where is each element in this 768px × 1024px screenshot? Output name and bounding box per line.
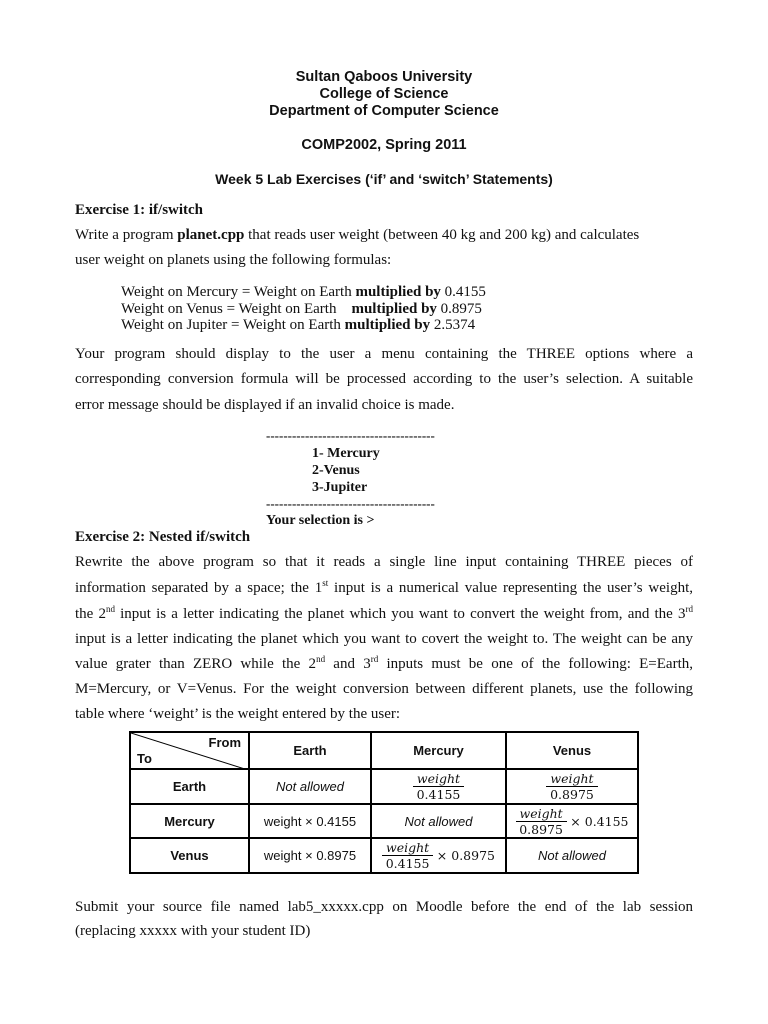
exercise1-heading: Exercise 1: if/switch bbox=[75, 202, 204, 218]
formula-venus: Weight on Venus = Weight on Earth multiplied by 0.8975 bbox=[121, 301, 482, 317]
exercise2-paragraph-line: information separated by a space; the 1st input is a numerical value representing the user’s weight, bbox=[75, 578, 693, 596]
exercise2-paragraph-line: M=Mercury, or V=Venus. For the weight conversion between different planets, use the following bbox=[75, 681, 693, 697]
exercise2-paragraph-line: value grater than ZERO while the 2nd and 3rd inputs must be one of the following: E=Earth, bbox=[75, 654, 693, 672]
exercise2-paragraph-line: the 2nd input is a letter indicating the planet which you want to convert the weight from, and the 3rd bbox=[75, 604, 693, 622]
cell-venus-earth: weight × 0.8975 bbox=[249, 838, 371, 873]
row-label-earth: Earth bbox=[130, 769, 249, 804]
menu-option: 2-Venus bbox=[312, 463, 360, 478]
exercise1-paragraph-line: error message should be displayed if an invalid choice is made. bbox=[75, 397, 455, 413]
course-title: COMP2002, Spring 2011 bbox=[301, 137, 467, 153]
college-name: College of Science bbox=[319, 86, 449, 102]
table-row bbox=[130, 838, 638, 873]
row-label-venus: Venus bbox=[130, 838, 249, 873]
corner-to-label: To bbox=[137, 751, 152, 766]
menu-prompt: Your selection is > bbox=[266, 513, 375, 528]
cell-venus-mercury: $\frac{\text{weight}}{0.4155}$ × 0.8975 bbox=[371, 838, 506, 873]
department-name: Department of Computer Science bbox=[269, 103, 499, 119]
submission-instruction: Submit your source file named lab5_xxxxx.cpp on Moodle before the end of the lab session bbox=[75, 899, 693, 915]
exercise2-heading: Exercise 2: Nested if/switch bbox=[75, 529, 251, 545]
cell-venus-venus: Not allowed bbox=[506, 838, 638, 873]
fraction: $\frac{\text{weight}}{0.4155}$ bbox=[413, 771, 464, 802]
table-row bbox=[130, 804, 638, 838]
exercise2-paragraph-line: input is a letter indicating the planet which you want to covert the weight to. The weight can be any bbox=[75, 631, 693, 647]
cell-earth-earth: Not allowed bbox=[249, 769, 371, 804]
row-label-mercury: Mercury bbox=[130, 804, 249, 838]
col-header-venus: Venus bbox=[506, 732, 638, 769]
formula-jupiter: Weight on Jupiter = Weight on Earth multiplied by 2.5374 bbox=[121, 317, 476, 333]
menu-option: 3-Jupiter bbox=[312, 480, 368, 495]
menu-option: 1- Mercury bbox=[312, 446, 380, 461]
fraction: $\frac{\text{weight}}{0.8975}$ bbox=[516, 806, 567, 837]
corner-from-label: From bbox=[208, 735, 241, 750]
col-header-mercury: Mercury bbox=[371, 732, 506, 769]
cell-earth-mercury bbox=[371, 769, 506, 804]
exercise1-line2: user weight on planets using the following formulas: bbox=[75, 252, 392, 268]
conversion-table bbox=[129, 731, 639, 874]
col-header-earth: Earth bbox=[249, 732, 371, 769]
exercise1-paragraph-line: corresponding conversion formula will be processed according to the user’s selection. A suitable bbox=[75, 371, 693, 387]
exercise1-line1: Write a program planet.cpp that reads user weight (between 40 kg and 200 kg) and calculates bbox=[75, 227, 640, 243]
cell-mercury-earth: weight × 0.4155 bbox=[249, 804, 371, 838]
fraction: $\frac{\text{weight}}{0.4155}$ bbox=[382, 840, 433, 871]
menu-divider: --------------------------------------- bbox=[266, 496, 435, 511]
cell-mercury-venus: $\frac{\text{weight}}{0.8975}$ × 0.4155 bbox=[506, 804, 638, 838]
menu-divider: --------------------------------------- bbox=[266, 428, 435, 443]
submission-instruction: (replacing xxxxx with your student ID) bbox=[75, 923, 311, 939]
fraction: $\frac{\text{weight}}{0.8975}$ bbox=[546, 771, 597, 802]
university-name: Sultan Qaboos University bbox=[295, 69, 473, 85]
cell-earth-venus bbox=[506, 769, 638, 804]
lab-title: Week 5 Lab Exercises (‘if’ and ‘switch’ Statements) bbox=[215, 171, 553, 187]
table-corner-cell bbox=[130, 732, 249, 769]
exercise2-paragraph-line: table where ‘weight’ is the weight entered by the user: bbox=[75, 706, 401, 722]
table-row bbox=[130, 769, 638, 804]
formula-mercury: Weight on Mercury = Weight on Earth multiplied by 0.4155 bbox=[121, 284, 486, 300]
cell-mercury-mercury: Not allowed bbox=[371, 804, 506, 838]
exercise1-paragraph-line: Your program should display to the user a menu containing the THREE options where a bbox=[75, 346, 693, 362]
exercise2-paragraph-line: Rewrite the above program so that it reads a single line input containing THREE pieces of bbox=[75, 554, 693, 570]
